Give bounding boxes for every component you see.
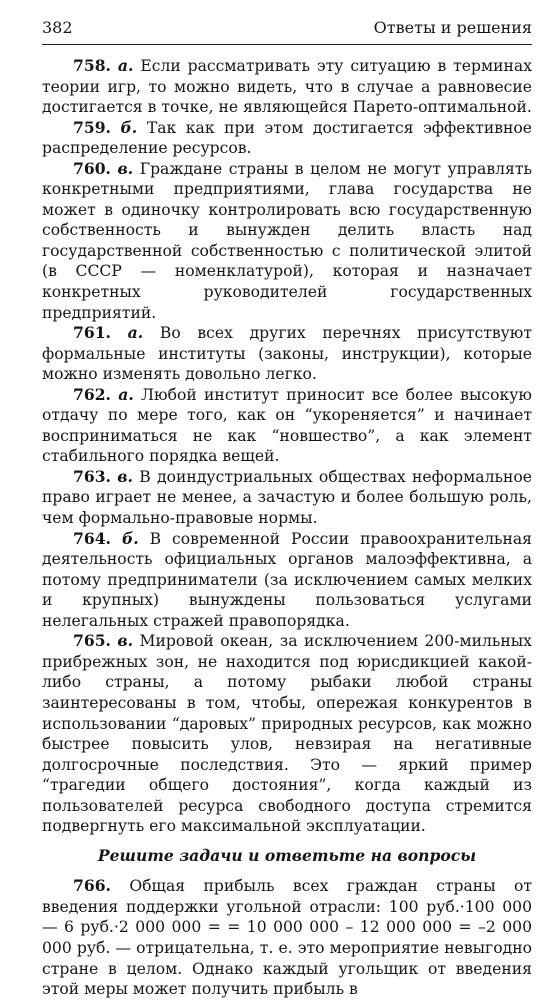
- answer-text: Мировой океан, за исключением 200-мильных прибрежных зон, не находится под юрисдикцией какой-либо страны, а потому рыбаки любой страны заинтересованы в том, чтобы, опережая конкурентов в использовании “даровых” природных ресурсов, как можно быстрее повысить улов, невзирая на негативные долгосрочные последствия. Это — яркий пример “трагедии общего достояния”, когда каждый из пользователей ресурса свободного доступа стремится подвергнуть его максимальной эксплуатации.: [42, 632, 532, 836]
- answer-number: 759.: [73, 117, 111, 137]
- answer-letter: б.: [121, 528, 139, 548]
- page-number: 382: [42, 18, 73, 37]
- answer-text: Во всех других перечнях присутствуют формальные институты (законы, инструкции), которые можно изменять довольно легко.: [42, 324, 532, 384]
- problem-text: Общая прибыль всех граждан страны от введения поддержки угольной отрасли: 100 руб.·100 000 — 6 руб.·2 000 000 = = 10 000 000 – 12 000 000 = –2 000 000 руб. — отрицательна, т. е. это мероприятие невыгодно стране в целом. Однако каждый угольщик от введения этой меры может получить прибыль в: [42, 877, 532, 999]
- answer-759: [42, 118, 532, 159]
- answer-letter: а.: [127, 323, 144, 343]
- answer-763: [42, 467, 532, 529]
- page-header: [42, 18, 532, 38]
- answer-text: Любой институт приносит все более высокую отдачу по мере того, как он “укореняется” и начинает восприниматься не как “новшество”, а как элемент стабильного порядка вещей.: [42, 385, 532, 466]
- answer-number: 761.: [73, 323, 111, 343]
- running-title: Ответы и решения: [373, 18, 532, 37]
- answer-764: [42, 529, 532, 632]
- problem-number: 766.: [73, 876, 111, 896]
- problem-766: [42, 876, 532, 999]
- answer-text: Граждане страны в целом не могут управлять конкретными предприятиями, глава государства не может в одиночку контролировать всю государственную собственность и вынужден делить власть над государственной собственностью с политической элитой (в СССР — номенклатурой), которая и назначает конкретных руководителей государственных предприятий.: [42, 159, 532, 322]
- answer-number: 765.: [73, 631, 111, 651]
- answer-letter: а.: [118, 384, 134, 404]
- answer-number: 762.: [73, 384, 111, 404]
- answer-letter: в.: [117, 158, 134, 178]
- answer-number: 758.: [73, 56, 111, 75]
- section-title: Решите задачи и ответьте на вопросы: [97, 845, 477, 865]
- answer-text: В доиндустриальных обществах неформальное право играет не менее, а зачастую и более большую роль, чем формально-правовые нормы.: [42, 467, 532, 528]
- answer-letter: в.: [117, 466, 133, 486]
- answer-758: [42, 56, 532, 118]
- page-body: [42, 56, 532, 1000]
- answer-number: 760.: [73, 158, 111, 178]
- answer-765: [42, 631, 532, 836]
- header-rule: [42, 44, 532, 45]
- answer-number: 763.: [73, 466, 111, 486]
- answer-760: [42, 159, 532, 323]
- answer-762: [42, 385, 532, 467]
- answer-761: [42, 323, 532, 385]
- answer-text: Если рассматривать эту ситуацию в терминах теории игр, то можно видеть, что в случае а равновесие достигается в точке, не являющейся Парето-оптимальной.: [42, 57, 532, 117]
- answer-number: 764.: [73, 528, 111, 548]
- answer-text: Так как при этом достигается эффективное распределение ресурсов.: [42, 118, 532, 158]
- answer-text: В современной России правоохранительная деятельность официальных органов малоэффективна, а потому предприниматели (за исключением самых мелких и крупных) вынуждены пользоваться услугами нелегальных стражей правопорядка.: [42, 529, 532, 630]
- answer-letter: б.: [120, 117, 138, 137]
- answer-letter: в.: [117, 631, 134, 651]
- answer-letter: а.: [117, 56, 134, 75]
